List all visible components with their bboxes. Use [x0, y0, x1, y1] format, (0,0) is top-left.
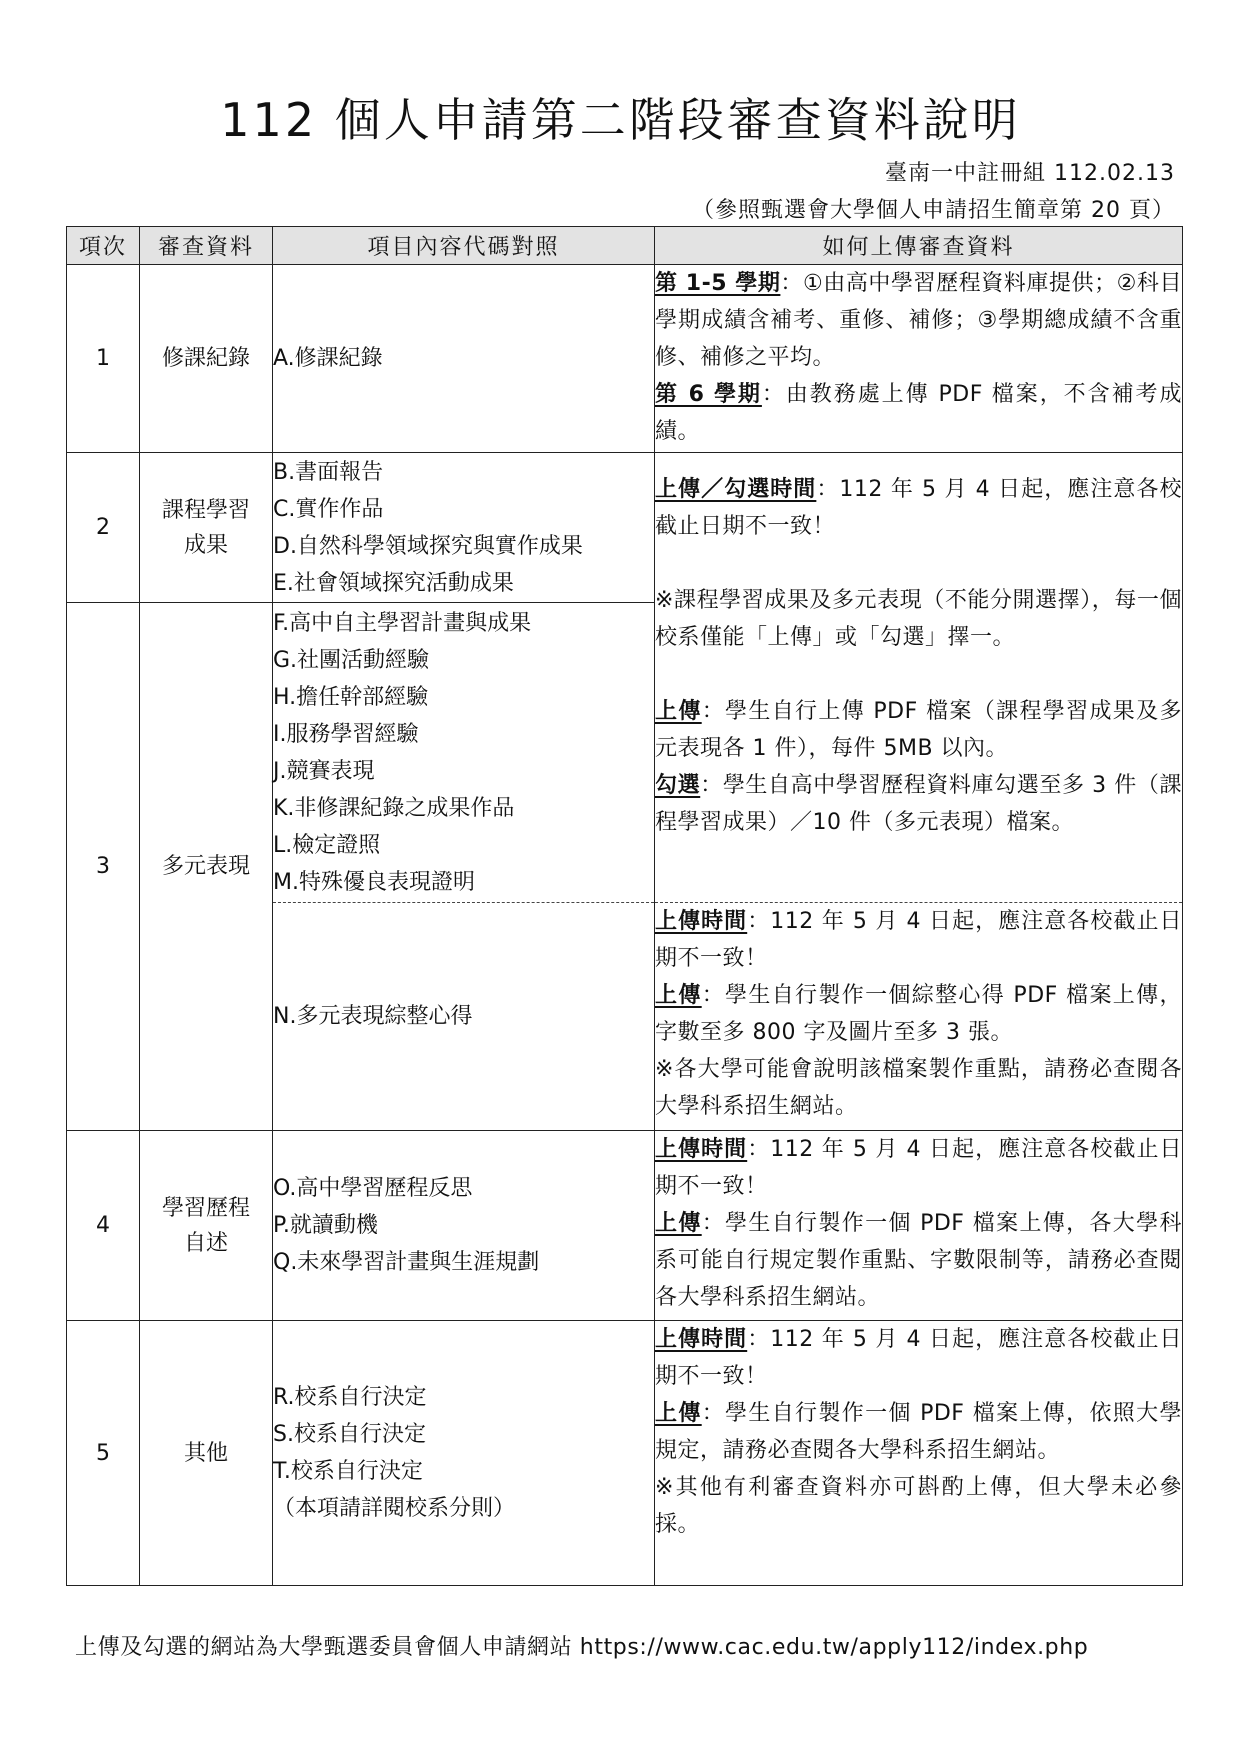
header-items: 項目內容代碼對照 [273, 227, 655, 265]
footer-note: 上傳及勾選的網站為大學甄選委員會個人申請網站 https://www.cac.edu.tw/apply112/index.php [75, 1635, 1089, 1660]
row-5-items [273, 1321, 655, 1586]
item-c: C.實作作品 [273, 496, 384, 522]
table-row [67, 453, 1183, 603]
row-1-desc [655, 265, 1183, 453]
row-2-category: 課程學習 成果 [140, 453, 273, 603]
n-upload-note: 上傳：學生自行製作一個綜整心得 PDF 檔案上傳，字數至多 800 字及圖片至多 3 張。 [655, 983, 1182, 1045]
table-row [67, 1131, 1183, 1321]
item-a: A.修課紀錄 [273, 346, 383, 371]
row-1-category: 修課紀錄 [140, 265, 273, 453]
shared-select-note: 勾選：學生自高中學習歷程資料庫勾選至多 3 件（課程學習成果）／10 件（多元表現）檔案。 [655, 773, 1182, 835]
r4-upload-note: 上傳：學生自行製作一個 PDF 檔案上傳，各大學科系可能自行規定製作重點、字數限制等，請務必查閱各大學科系招生網站。 [655, 1211, 1182, 1310]
item-q: Q.未來學習計畫與生涯規劃 [273, 1250, 540, 1275]
r5-extra-note: ※其他有利審查資料亦可斟酌上傳，但大學未必參採。 [655, 1475, 1182, 1537]
row-4-category: 學習歷程 自述 [140, 1131, 273, 1321]
item-i: I.服務學習經驗 [273, 721, 419, 747]
item-n: N.多元表現綜整心得 [273, 1004, 473, 1029]
header-no: 項次 [67, 227, 140, 265]
item-e: E.社會領域探究活動成果 [273, 570, 514, 596]
item-note: （本項請詳閱校系分則） [273, 1496, 516, 1521]
item-f: F.高中自主學習計畫與成果 [273, 610, 532, 636]
r5-time-note: 上傳時間：112 年 5 月 4 日起，應注意各校截止日期不一致！ [655, 1327, 1182, 1389]
item-h: H.擔任幹部經驗 [273, 684, 429, 710]
n-time-note: 上傳時間：112 年 5 月 4 日起，應注意各校截止日期不一致！ [655, 909, 1182, 971]
r5-upload-note: 上傳：學生自行製作一個 PDF 檔案上傳，依照大學規定，請務必查閱各大學科系招生網站。 [655, 1401, 1182, 1463]
row-2-no: 2 [67, 453, 140, 603]
row-1-no: 1 [67, 265, 140, 453]
row-5-no: 5 [67, 1321, 140, 1586]
item-j: J.競賽表現 [273, 758, 375, 784]
review-materials-table [66, 226, 1183, 1586]
item-g: G.社團活動經驗 [273, 647, 430, 673]
item-t: T.校系自行決定 [273, 1459, 423, 1484]
table-row [67, 265, 1183, 453]
reference-line: （參照甄選會大學個人申請招生簡章第 20 頁） [692, 198, 1175, 223]
shared-upload-note: 上傳：學生自行上傳 PDF 檔案（課程學習成果及多元表現各 1 件），每件 5MB 以內。 [655, 699, 1182, 761]
row-3n-items [273, 903, 655, 1131]
row-4-no: 4 [67, 1131, 140, 1321]
item-b: B.書面報告 [273, 459, 384, 485]
item-m: M.特殊優良表現證明 [273, 869, 475, 895]
item-o: O.高中學習歷程反思 [273, 1176, 473, 1201]
row-3-items [273, 603, 655, 903]
row-3n-desc [655, 903, 1183, 1131]
semester-6-keyword: 第 6 學期 [655, 382, 762, 407]
table-row [67, 1321, 1183, 1586]
item-p: P.就讀動機 [273, 1213, 378, 1238]
shared-choice-note: ※課程學習成果及多元表現（不能分開選擇），每一個校系僅能「上傳」或「勾選」擇一。 [655, 588, 1182, 650]
row-4-items [273, 1131, 655, 1321]
row-5-category: 其他 [140, 1321, 273, 1586]
item-d: D.自然科學領域探究與實作成果 [273, 533, 583, 559]
header-upload: 如何上傳審查資料 [655, 227, 1183, 265]
row-4-desc [655, 1131, 1183, 1321]
semester-1-5-keyword: 第 1-5 學期 [655, 271, 781, 296]
semester-1-5-note: 第 1-5 學期：①由高中學習歷程資料庫提供；②科目學期成績含補考、重修、補修；③學期總成績不含重修、補修之平均。 [655, 271, 1182, 370]
table-header-row [67, 227, 1183, 265]
item-r: R.校系自行決定 [273, 1385, 427, 1410]
shared-time-note: 上傳／勾選時間：112 年 5 月 4 日起，應注意各校截止日期不一致！ [655, 477, 1182, 539]
row-3-no: 3 [67, 603, 140, 1131]
header-category: 審查資料 [140, 227, 273, 265]
shared-upload-desc [655, 453, 1183, 903]
row-2-items [273, 453, 655, 603]
page-title: 112 個人申請第二階段審查資料說明 [220, 93, 1021, 147]
item-s: S.校系自行決定 [273, 1422, 426, 1447]
row-5-desc [655, 1321, 1183, 1586]
r4-time-note: 上傳時間：112 年 5 月 4 日起，應注意各校截止日期不一致！ [655, 1137, 1182, 1199]
row-1-items [273, 265, 655, 453]
row-3-category: 多元表現 [140, 603, 273, 1131]
n-extra-note: ※各大學可能會說明該檔案製作重點，請務必查閱各大學科系招生網站。 [655, 1057, 1182, 1119]
item-l: L.檢定證照 [273, 832, 381, 858]
semester-6-note: 第 6 學期：由教務處上傳 PDF 檔案，不含補考成績。 [655, 382, 1182, 444]
issuer-line: 臺南一中註冊組 112.02.13 [885, 161, 1175, 186]
item-k: K.非修課紀錄之成果作品 [273, 795, 515, 821]
